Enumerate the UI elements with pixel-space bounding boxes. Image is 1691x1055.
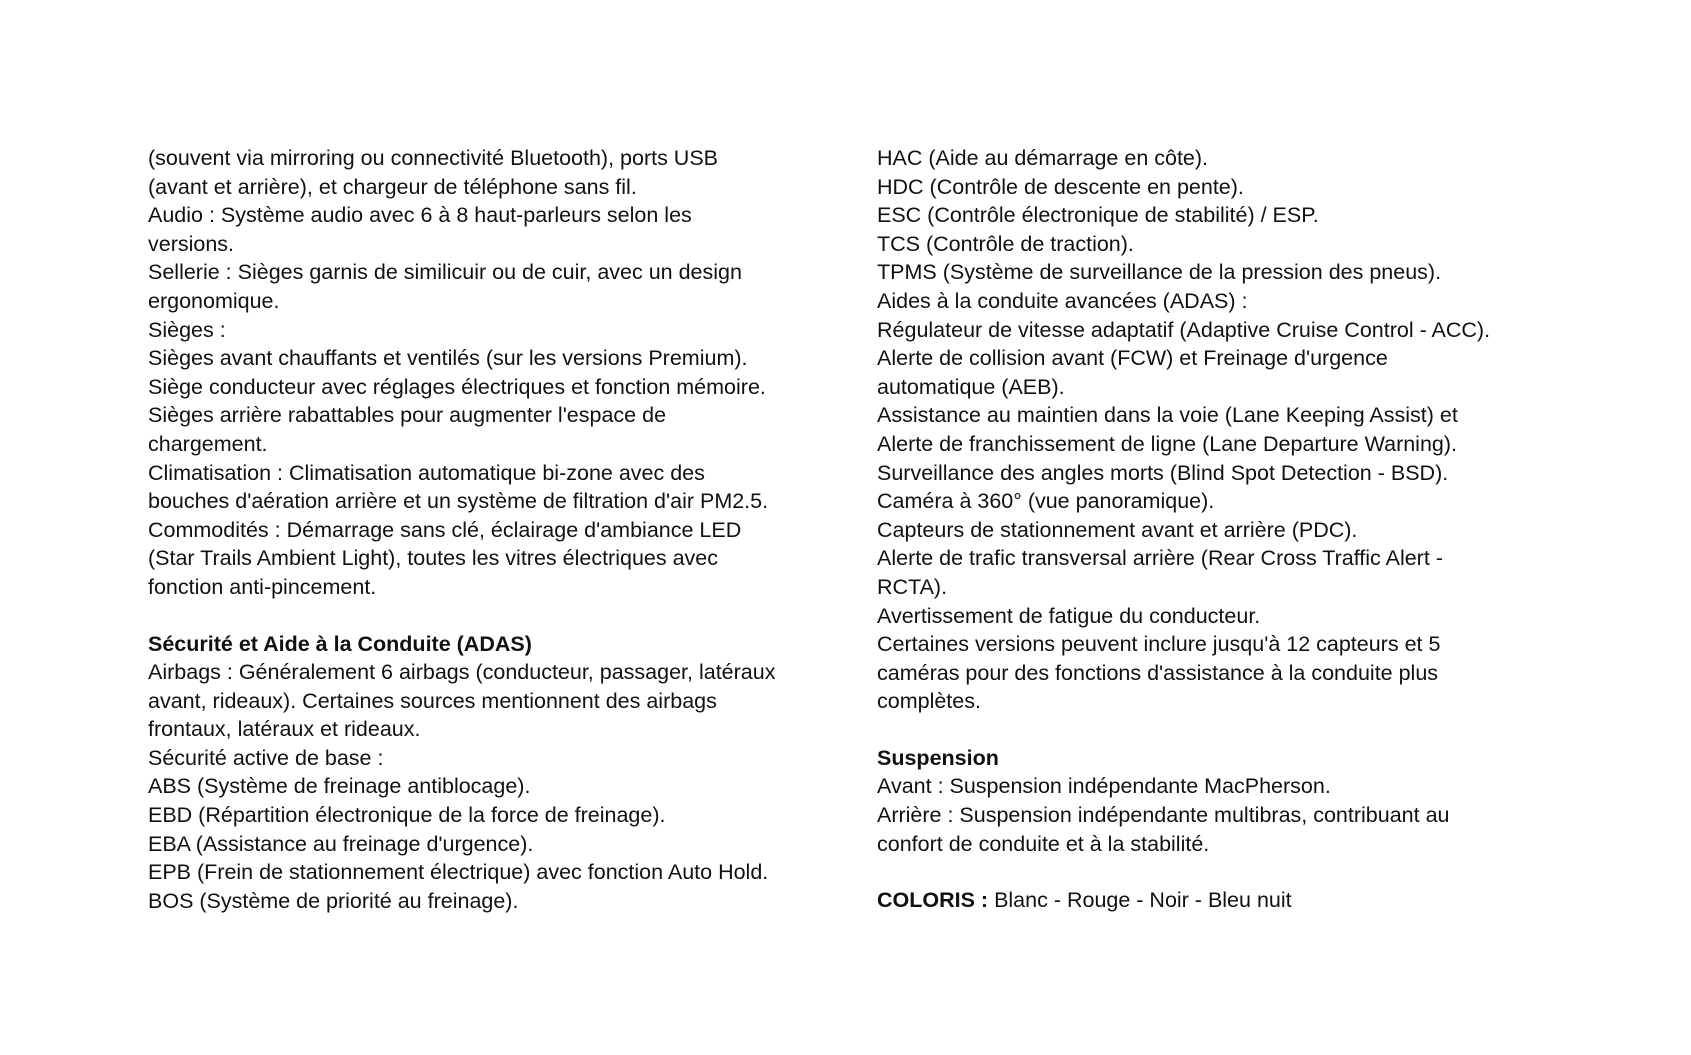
text-line: Avertissement de fatigue du conducteur. [877, 603, 1261, 628]
text-line: Sièges avant chauffants et ventilés (sur les versions Premium). [148, 346, 748, 371]
text-line: Audio : Système audio avec 6 à 8 haut-parleurs selon les [148, 203, 692, 228]
text-line: complètes. [877, 689, 981, 714]
text-line: frontaux, latéraux et rideaux. [148, 717, 421, 742]
text-line: HDC (Contrôle de descente en pente). [877, 174, 1244, 199]
text-line: Sellerie : Sièges garnis de similicuir ou de cuir, avec un design [148, 260, 742, 285]
text-line: Sécurité active de base : [148, 745, 384, 770]
left-block-1 [148, 144, 868, 602]
text-line: Aides à la conduite avancées (ADAS) : [877, 288, 1248, 313]
text-line: Alerte de trafic transversal arrière (Rear Cross Traffic Alert - [877, 546, 1443, 571]
section-gap [877, 716, 1617, 744]
text-line: TCS (Contrôle de traction). [877, 231, 1134, 256]
left-block-2 [148, 658, 868, 915]
left-column [148, 144, 868, 915]
text-line: ergonomique. [148, 288, 280, 313]
text-line: (avant et arrière), et chargeur de téléphone sans fil. [148, 174, 637, 199]
text-line: (souvent via mirroring ou connectivité Bluetooth), ports USB [148, 146, 719, 170]
text-line: bouches d'aération arrière et un système de filtration d'air PM2.5. [148, 489, 769, 514]
text-line: Alerte de collision avant (FCW) et Freinage d'urgence [877, 346, 1388, 371]
colors-value: Blanc - Rouge - Noir - Bleu nuit [988, 888, 1292, 913]
text-line: Climatisation : Climatisation automatique bi-zone avec des [148, 460, 705, 485]
text-line: Alerte de franchissement de ligne (Lane Departure Warning). [877, 431, 1458, 456]
text-line: Régulateur de vitesse adaptatif (Adaptive Cruise Control - ACC). [877, 317, 1491, 342]
text-line: Arrière : Suspension indépendante multibras, contribuant au [877, 803, 1450, 828]
section-gap [877, 858, 1617, 886]
text-line: versions. [148, 231, 235, 256]
text-line: Caméra à 360° (vue panoramique). [877, 489, 1215, 514]
text-line: fonction anti-pincement. [148, 574, 377, 599]
text-line: ABS (Système de freinage antiblocage). [148, 774, 531, 799]
colors-label: COLORIS : [877, 888, 989, 913]
text-line: Assistance au maintien dans la voie (Lane Keeping Assist) et [877, 403, 1458, 428]
section-gap [148, 602, 868, 630]
text-line: Sièges : [148, 317, 226, 342]
text-line: Sièges arrière rabattables pour augmenter l'espace de [148, 403, 667, 428]
text-line: Siège conducteur avec réglages électriques et fonction mémoire. [148, 374, 766, 399]
colors-line [877, 886, 1617, 915]
text-line: TPMS (Système de surveillance de la pression des pneus). [877, 260, 1442, 285]
text-line: Commodités : Démarrage sans clé, éclairage d'ambiance LED [148, 517, 742, 542]
safety-heading: Sécurité et Aide à la Conduite (ADAS) [148, 631, 532, 656]
text-line: Airbags : Généralement 6 airbags (conducteur, passager, latéraux [148, 660, 776, 685]
right-column [877, 144, 1617, 915]
text-line: automatique (AEB). [877, 374, 1065, 399]
text-line: confort de conduite et à la stabilité. [877, 831, 1210, 856]
text-line: EBD (Répartition électronique de la force de freinage). [148, 803, 666, 828]
text-line: Certaines versions peuvent inclure jusqu'à 12 capteurs et 5 [877, 632, 1441, 657]
right-block-2 [877, 772, 1617, 858]
text-line: Avant : Suspension indépendante MacPherson. [877, 774, 1331, 799]
text-line: avant, rideaux). Certaines sources mentionnent des airbags [148, 688, 717, 713]
text-line: HAC (Aide au démarrage en côte). [877, 146, 1209, 170]
text-line: EBA (Assistance au freinage d'urgence). [148, 831, 534, 856]
text-line: (Star Trails Ambient Light), toutes les vitres électriques avec [148, 546, 718, 571]
text-line: BOS (Système de priorité au freinage). [148, 888, 519, 913]
text-line: EPB (Frein de stationnement électrique) avec fonction Auto Hold. [148, 860, 769, 885]
text-line: ESC (Contrôle électronique de stabilité) / ESP. [877, 203, 1319, 228]
text-line: caméras pour des fonctions d'assistance à la conduite plus [877, 660, 1439, 685]
text-line: Capteurs de stationnement avant et arrière (PDC). [877, 517, 1358, 542]
text-line: Surveillance des angles morts (Blind Spot Detection - BSD). [877, 460, 1449, 485]
right-block-1 [877, 144, 1617, 716]
text-line: chargement. [148, 431, 268, 456]
text-line: RCTA). [877, 574, 948, 599]
suspension-heading: Suspension [877, 745, 999, 770]
